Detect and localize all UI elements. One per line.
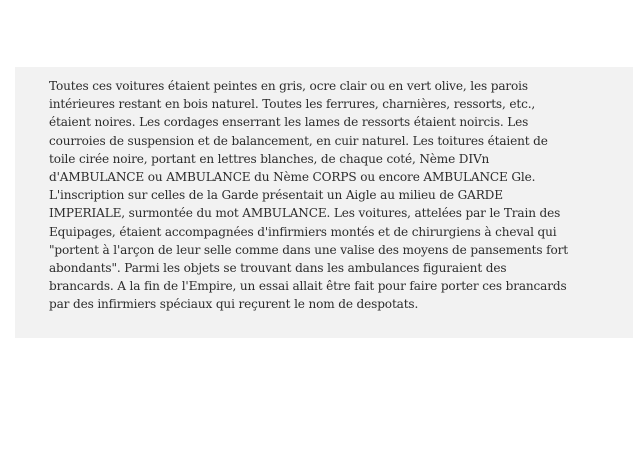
article-paragraph: Toutes ces voitures étaient peintes en gris, ocre clair ou en vert olive, les parois intérieures restant en bois naturel. Toutes les ferrures, charnières, ressorts, etc., étaient noires. Les cordages enserrant les lames de ressorts étaient noircis. Les courroies de suspension et de balancement, en cuir naturel. Les toitures étaient de toile cirée noire, portant en lettres blanches, de chaque coté, Nème DIVn d'AMBULANCE ou AMBULANCE du Nème CORPS ou encore AMBULANCE Gle. L'inscription sur celles de la Garde présentait un Aigle au milieu de GARDE IMPERIALE, surmontée du mot AMBULANCE. Les voitures, attelées par le Train des Equipages, étaient accompagnées d'infirmiers montés et de chirurgiens à cheval qui "portent à l'arçon de leur selle comme dans une valise des moyens de pansements fort abondants". Parmi les objets se trouvant dans les ambulances figuraient des brancards. A la fin de l'Empire, un essai allait être fait pour faire porter ces brancards par des infirmiers spéciaux qui reçurent le nom de despotats.: [49, 79, 568, 312]
